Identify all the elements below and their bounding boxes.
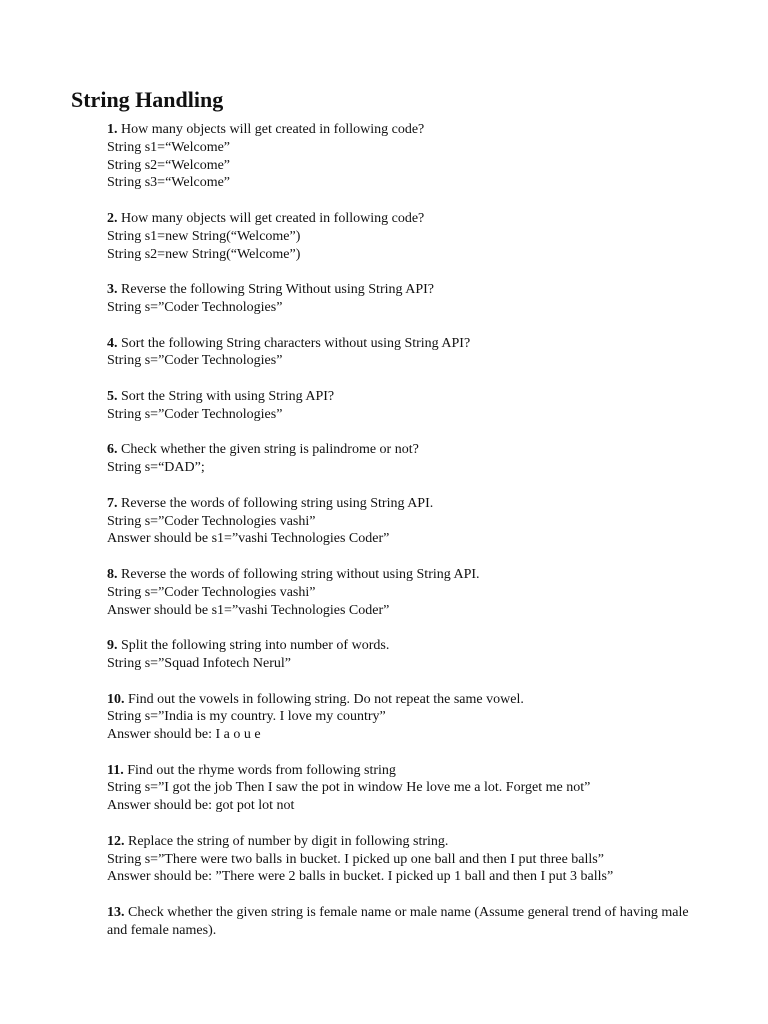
answer-line: Answer should be s1=”vashi Technologies Coder” — [107, 602, 390, 618]
question-number: 5. — [107, 388, 118, 404]
code-line: String s=”Coder Technologies vashi” — [107, 513, 316, 529]
question-item — [107, 210, 707, 263]
question-text: 3. Reverse the following String Without using String API? — [107, 282, 434, 298]
code-line: String s=”Coder Technologies” — [107, 353, 283, 369]
code-line: String s=”There were two balls in bucket. I picked up one ball and then I put three balls” — [107, 851, 604, 867]
question-number: 7. — [107, 495, 118, 511]
question-text: 13. Check whether the given string is female name or male name (Assume general trend of having male and female names). — [107, 905, 689, 938]
question-item — [107, 833, 707, 886]
question-item — [107, 335, 707, 371]
question-number: 1. — [107, 122, 118, 137]
question-number: 2. — [107, 210, 118, 226]
code-line: String s2=new String(“Welcome”) — [107, 246, 301, 262]
question-text: 1. How many objects will get created in following code? — [107, 122, 425, 137]
question-item — [107, 281, 707, 317]
question-number: 13. — [107, 905, 125, 921]
question-list — [107, 121, 707, 957]
question-item — [107, 762, 707, 815]
code-line: String s=”Coder Technologies” — [107, 406, 283, 422]
question-text: 11. Find out the rhyme words from following string — [107, 762, 396, 778]
question-text: 6. Check whether the given string is palindrome or not? — [107, 442, 419, 458]
question-text: 9. Split the following string into number of words. — [107, 638, 390, 654]
question-text: 2. How many objects will get created in following code? — [107, 210, 425, 226]
question-item — [107, 637, 707, 673]
question-text: 7. Reverse the words of following string using String API. — [107, 495, 434, 511]
question-item — [107, 388, 707, 424]
question-text: 4. Sort the following String characters without using String API? — [107, 335, 471, 351]
answer-line: Answer should be: ”There were 2 balls in bucket. I picked up 1 ball and then I put 3 balls” — [107, 869, 614, 885]
question-item — [107, 566, 707, 619]
code-line: String s=”Coder Technologies” — [107, 299, 283, 315]
question-item — [107, 121, 707, 192]
question-number: 12. — [107, 833, 125, 849]
code-line: String s=“DAD”; — [107, 460, 205, 476]
question-number: 6. — [107, 442, 118, 458]
question-number: 10. — [107, 691, 125, 707]
question-number: 9. — [107, 638, 118, 654]
code-line: String s=”I got the job Then I saw the pot in window He love me a lot. Forget me not” — [107, 780, 591, 796]
code-line: String s3=“Welcome” — [107, 175, 231, 191]
question-text: 8. Reverse the words of following string without using String API. — [107, 566, 480, 582]
question-text: 10. Find out the vowels in following string. Do not repeat the same vowel. — [107, 691, 524, 707]
code-line: String s2=“Welcome” — [107, 157, 231, 173]
answer-line: Answer should be s1=”vashi Technologies Coder” — [107, 531, 390, 547]
question-number: 3. — [107, 282, 118, 298]
answer-line: Answer should be: got pot lot not — [107, 798, 295, 814]
question-number: 4. — [107, 335, 118, 351]
question-item — [107, 904, 707, 940]
question-item — [107, 691, 707, 744]
question-item — [107, 441, 707, 477]
page-title: String Handling — [71, 87, 224, 112]
question-item — [107, 495, 707, 548]
question-number: 8. — [107, 566, 118, 582]
question-number: 11. — [107, 762, 124, 778]
code-line: String s=”Squad Infotech Nerul” — [107, 655, 292, 671]
code-line: String s1=new String(“Welcome”) — [107, 228, 301, 244]
answer-line: Answer should be: I a o u e — [107, 727, 261, 743]
question-text: 5. Sort the String with using String API? — [107, 388, 335, 404]
code-line: String s=”Coder Technologies vashi” — [107, 584, 316, 600]
question-text: 12. Replace the string of number by digit in following string. — [107, 833, 449, 849]
code-line: String s=”India is my country. I love my country” — [107, 709, 386, 725]
code-line: String s1=“Welcome” — [107, 139, 231, 155]
